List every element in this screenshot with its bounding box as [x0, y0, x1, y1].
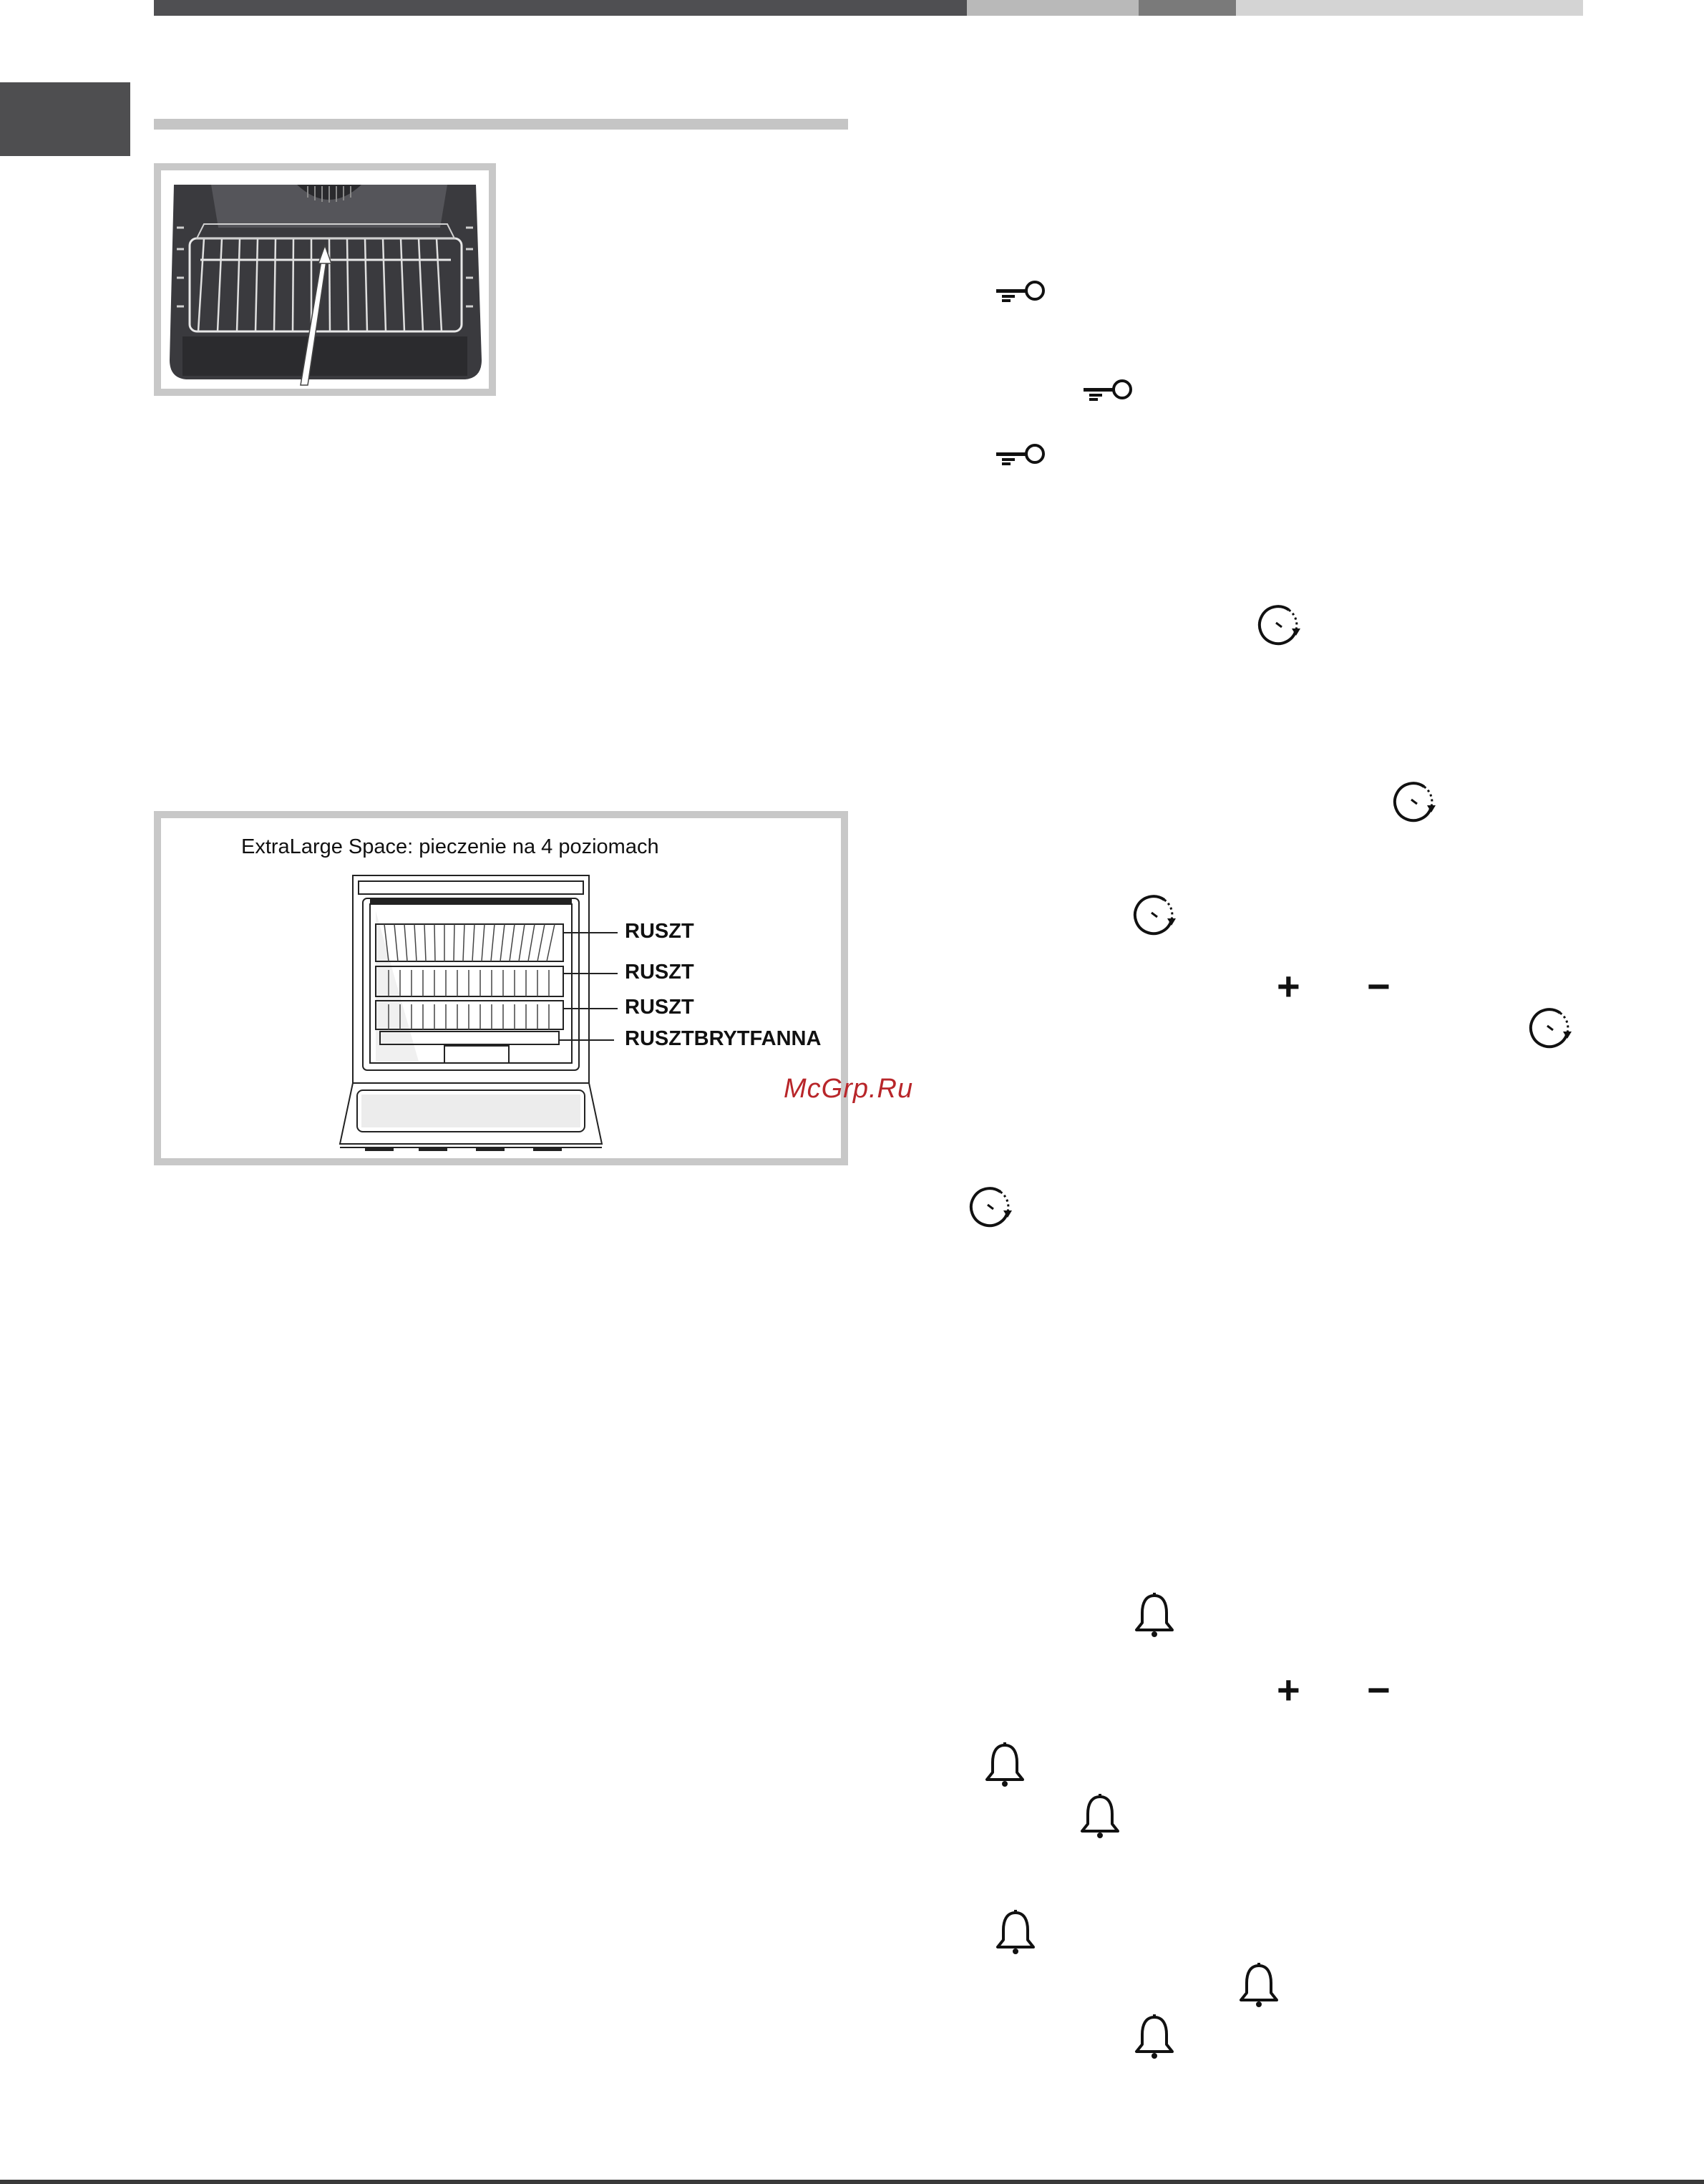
plus-symbol: +	[1277, 1667, 1300, 1712]
bell-icon	[1132, 1591, 1177, 1641]
shelf-label: RUSZT	[625, 920, 694, 943]
figure-title: ExtraLarge Space: pieczenie na 4 poziomach	[241, 835, 659, 858]
key-lock-icon	[995, 278, 1048, 305]
oven-drawing	[161, 818, 841, 1158]
footer-rule	[0, 2180, 1704, 2184]
bell-icon	[1078, 1792, 1122, 1843]
bell-icon	[1132, 2013, 1177, 2063]
header-bar-pale	[1236, 0, 1583, 16]
timer-icon	[1391, 778, 1441, 825]
minus-symbol: −	[1367, 1667, 1391, 1712]
key-lock-icon	[995, 441, 1048, 468]
section-rule	[154, 119, 848, 130]
watermark: McGrp.Ru	[784, 1074, 914, 1104]
oven-levels-figure	[154, 811, 848, 1165]
shelf-label: RUSZT	[625, 961, 694, 984]
minus-symbol: −	[1367, 964, 1391, 1009]
header-bar-dark	[154, 0, 967, 16]
timer-icon	[1256, 601, 1306, 649]
shelf-label: RUSZT	[625, 996, 694, 1019]
plus-symbol: +	[1277, 964, 1300, 1009]
key-lock-icon	[1082, 377, 1135, 404]
rack-illustration	[154, 163, 496, 396]
header-bar-light	[967, 0, 1139, 16]
bell-icon	[983, 1741, 1027, 1791]
side-tab	[0, 82, 130, 156]
bell-icon	[1237, 1961, 1281, 2011]
header-bar-mid	[1139, 0, 1236, 16]
shelf-label: RUSZTBRYTFANNA	[625, 1027, 822, 1050]
timer-icon	[1131, 891, 1182, 938]
timer-icon	[968, 1183, 1018, 1231]
timer-icon	[1527, 1004, 1577, 1052]
bell-icon	[993, 1908, 1038, 1959]
